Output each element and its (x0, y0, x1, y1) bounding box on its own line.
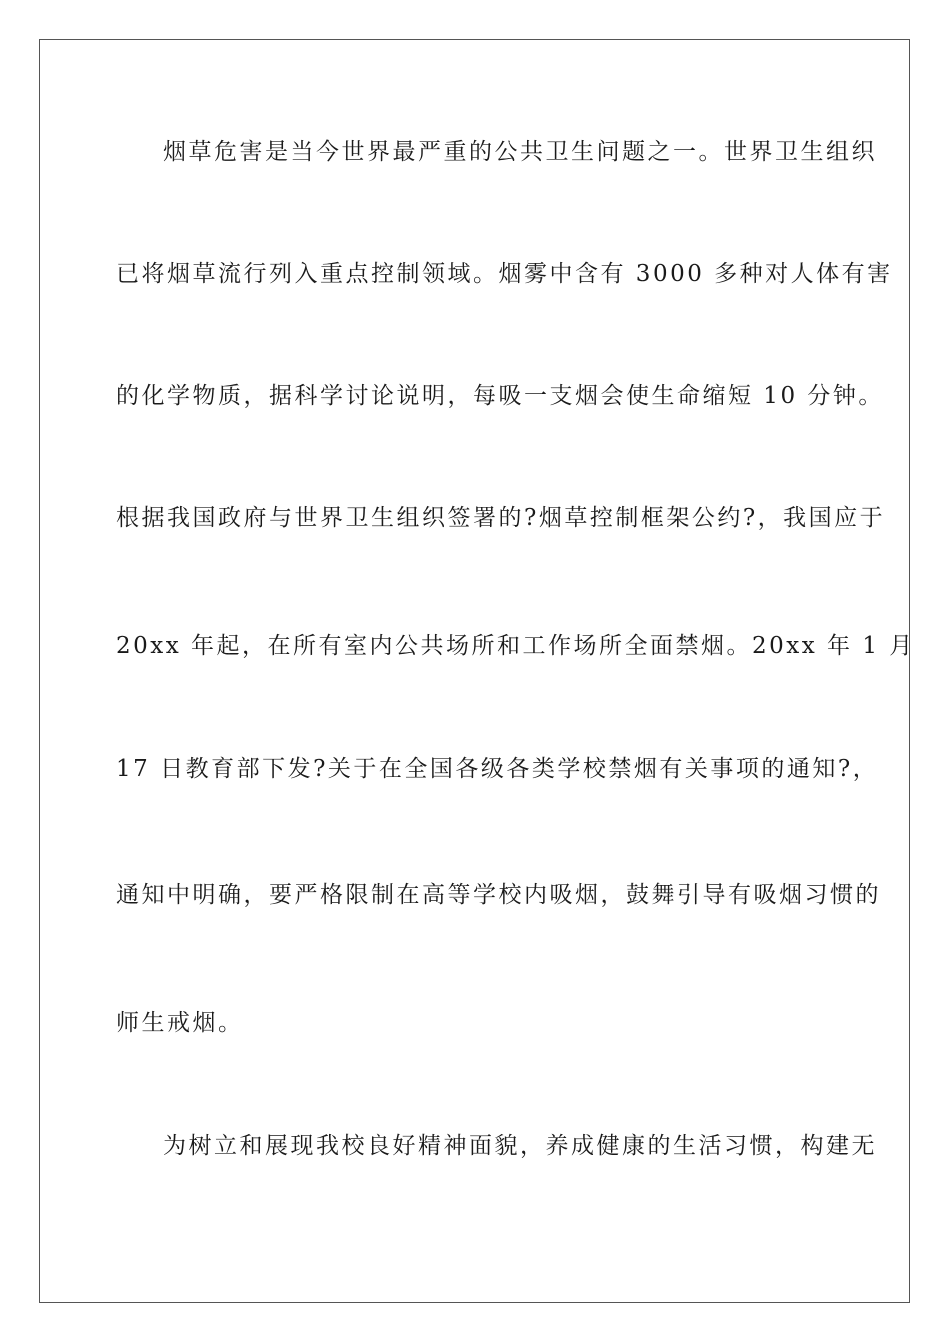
page-border (39, 39, 910, 1303)
paragraph-1-line-1: 烟草危害是当今世界最严重的公共卫生问题之一。世界卫生组织 (163, 139, 877, 165)
paragraph-1-line-6: 17 日教育部下发?关于在全国各级各类学校禁烟有关事项的通知?， (116, 756, 879, 782)
paragraph-1-line-4: 根据我国政府与世界卫生组织签署的?烟草控制框架公约?，我国应于 (116, 505, 886, 531)
paragraph-1-line-2: 已将烟草流行列入重点控制领域。烟雾中含有 3000 多种对人体有害 (116, 261, 893, 287)
paragraph-2-line-1: 为树立和展现我校良好精神面貌，养成健康的生活习惯，构建无 (163, 1133, 877, 1159)
paragraph-1-line-3: 的化学物质，据科学讨论说明，每吸一支烟会使生命缩短 10 分钟。 (116, 383, 884, 409)
paragraph-1-line-5: 20xx 年起，在所有室内公共场所和工作场所全面禁烟。20xx 年 1 月 (116, 633, 915, 659)
paragraph-1-line-8: 师生戒烟。 (116, 1010, 244, 1036)
paragraph-1-line-7: 通知中明确，要严格限制在高等学校内吸烟，鼓舞引导有吸烟习惯的 (116, 882, 881, 908)
